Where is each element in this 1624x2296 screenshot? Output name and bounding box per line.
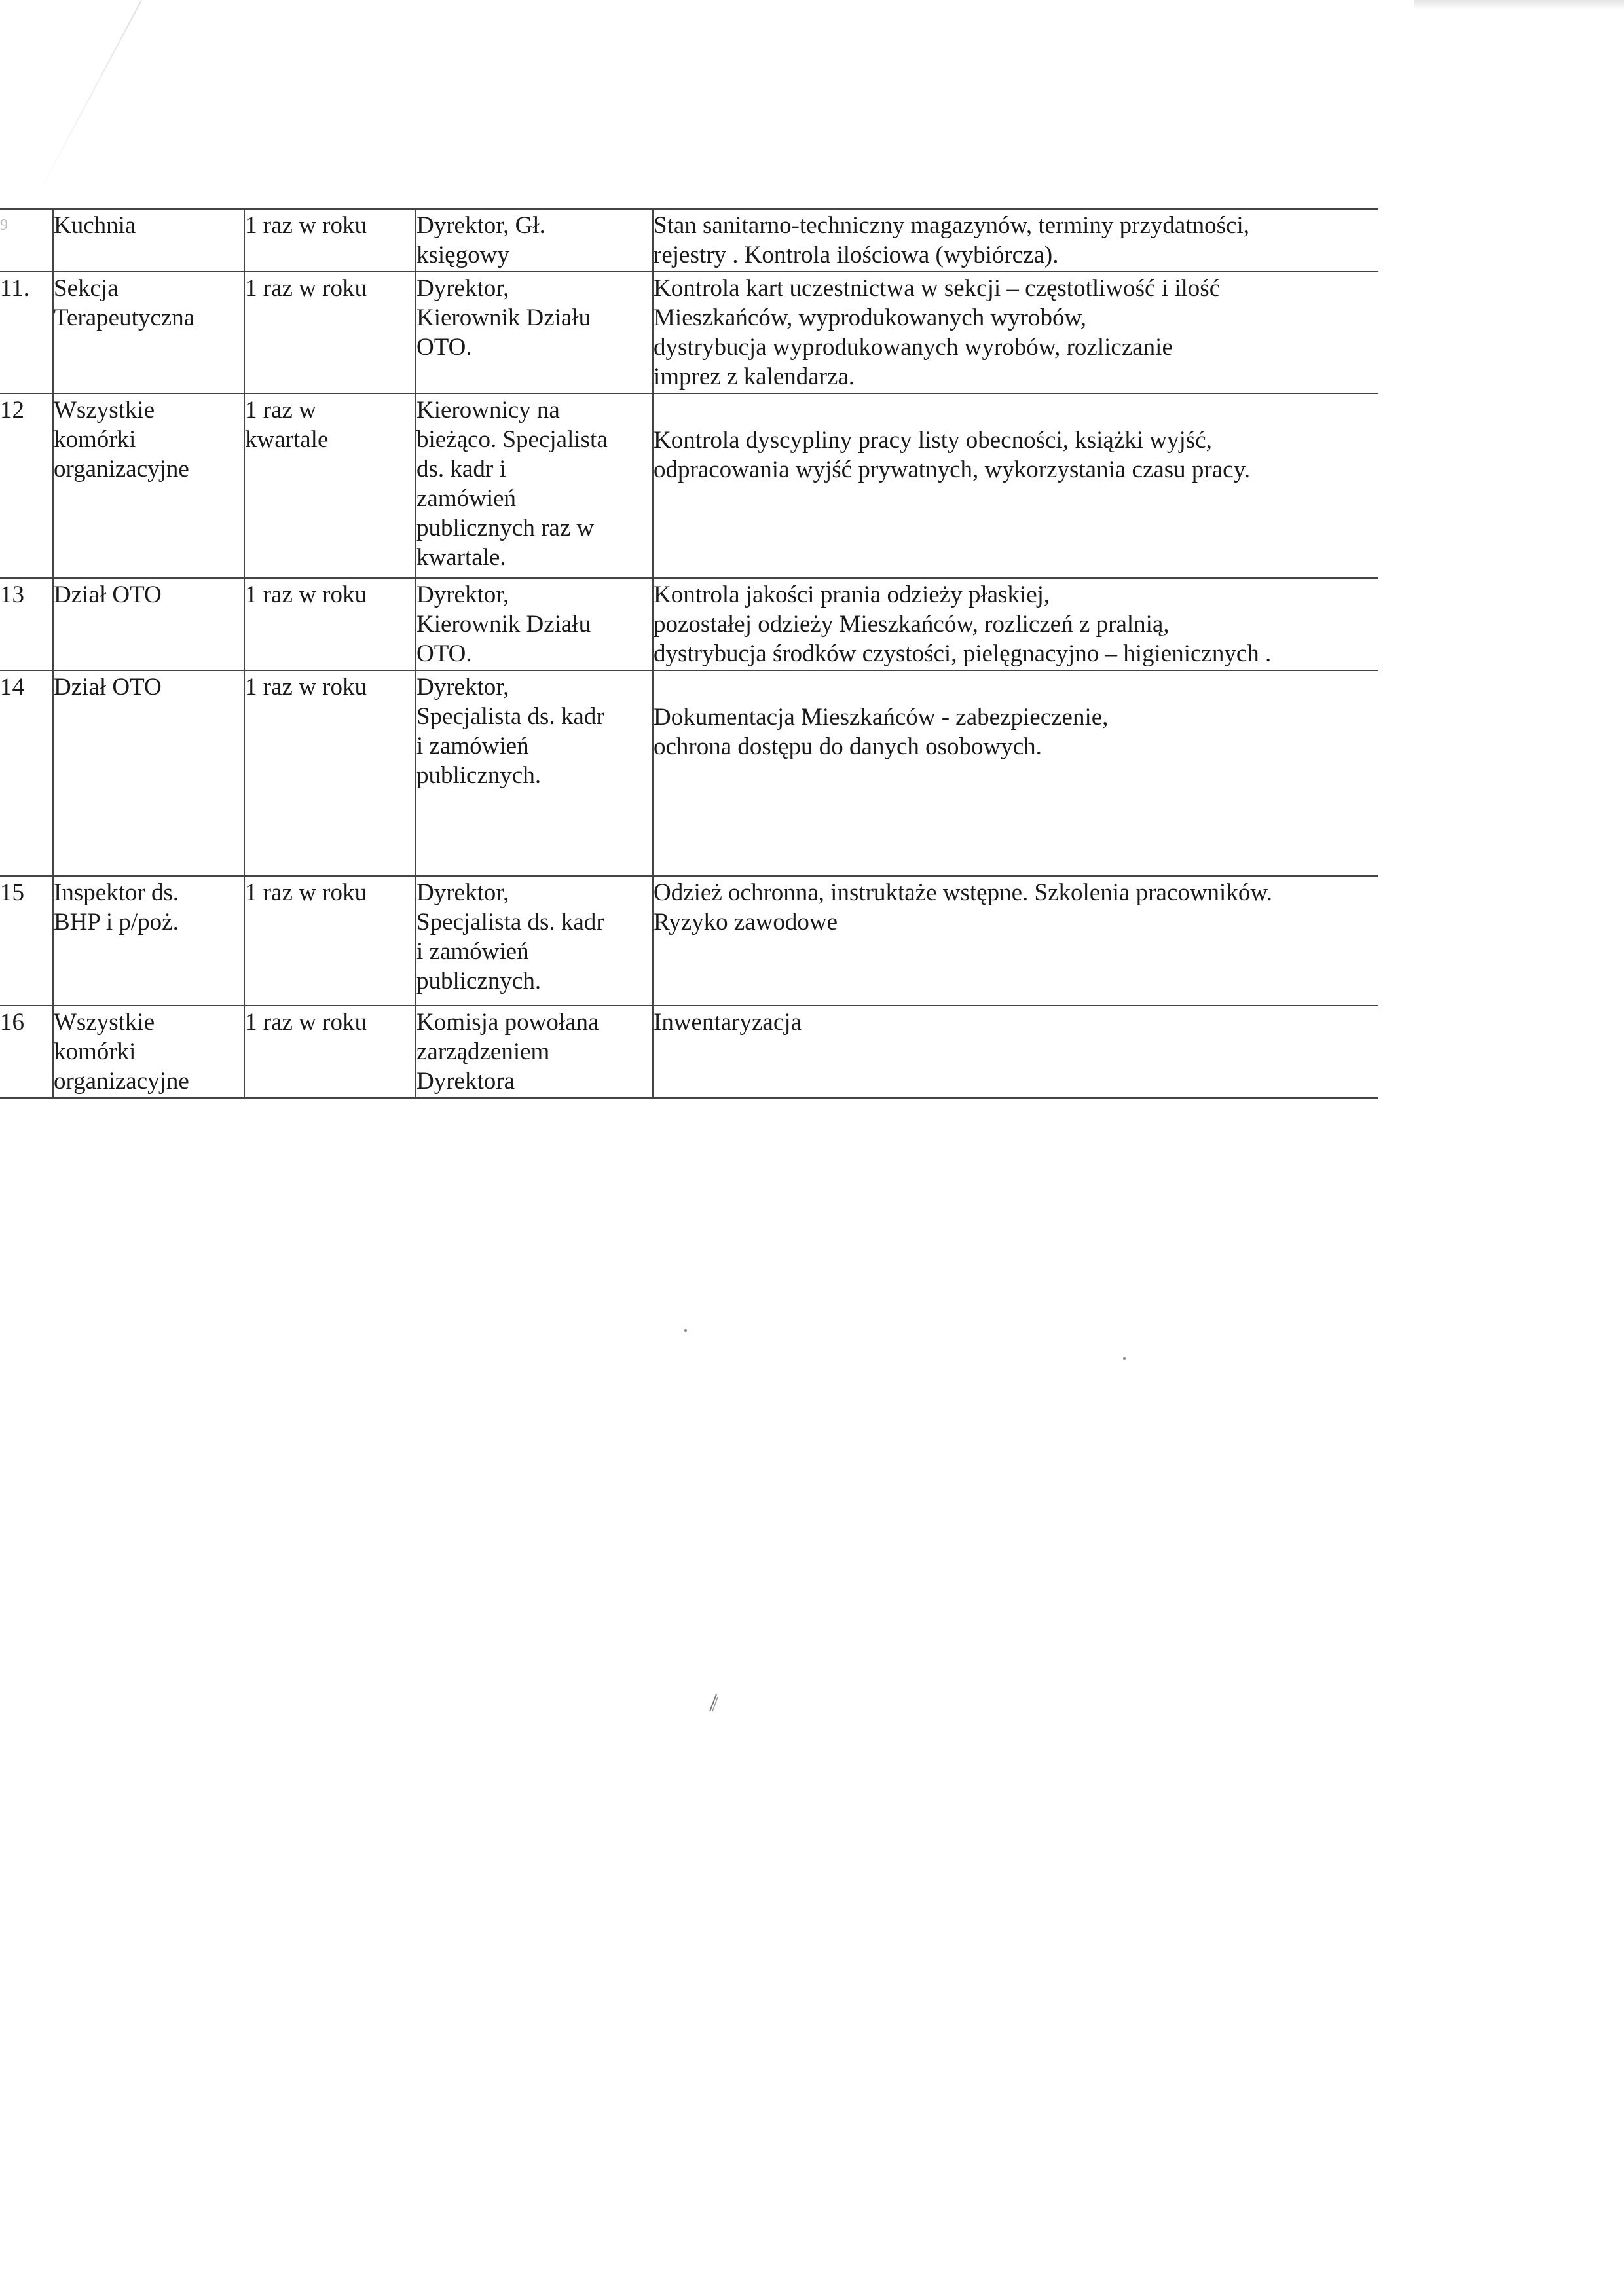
frequency-cell bbox=[244, 876, 416, 1006]
frequency-text: 1 raz w roku bbox=[245, 275, 367, 302]
unit-cell bbox=[53, 1006, 244, 1098]
unit-text: Dział OTO bbox=[54, 581, 162, 608]
control-schedule-table bbox=[0, 208, 1378, 1099]
scan-artifact-line bbox=[36, 0, 141, 197]
unit-text: Sekcja Terapeutyczna bbox=[54, 275, 195, 331]
row-number-cell bbox=[0, 578, 53, 670]
responsible-cell bbox=[416, 272, 653, 393]
responsible-text: Dyrektor, Kierownik Działu OTO. bbox=[416, 581, 591, 667]
scope-cell bbox=[653, 393, 1378, 578]
frequency-text: 1 raz w roku bbox=[245, 879, 367, 906]
row-number: 11. bbox=[0, 275, 29, 302]
scan-speck bbox=[684, 1329, 687, 1332]
table-row bbox=[0, 670, 1378, 876]
frequency-text: 1 raz w roku bbox=[245, 674, 367, 701]
unit-text: Dział OTO bbox=[54, 674, 162, 701]
responsible-text: Komisja powołana zarządzeniem Dyrektora bbox=[416, 1009, 599, 1095]
scope-text: Stan sanitarno-techniczny magazynów, terminy przydatności, rejestry . Kontrola ilościowa (wybiórcza). bbox=[654, 212, 1249, 268]
frequency-text: 1 raz w roku bbox=[245, 212, 367, 239]
unit-cell bbox=[53, 209, 244, 272]
table-row bbox=[0, 393, 1378, 578]
row-number: 13 bbox=[0, 581, 24, 608]
responsible-cell bbox=[416, 209, 653, 272]
scope-text: Kontrola jakości prania odzieży płaskiej, pozostałej odzieży Mieszkańców, rozliczeń z pralnią, dystrybucja środków czystości, pielęgnacyjno – higienicznych . bbox=[654, 581, 1272, 667]
table-row bbox=[0, 1006, 1378, 1098]
scope-text: Inwentaryzacja bbox=[654, 1009, 802, 1036]
responsible-text: Dyrektor, Specjalista ds. kadr i zamówień publicznych. bbox=[416, 879, 604, 994]
unit-cell bbox=[53, 272, 244, 393]
pen-mark-icon bbox=[701, 1689, 727, 1715]
unit-text: Wszystkie komórki organizacyjne bbox=[54, 397, 189, 483]
row-number-cell bbox=[0, 1006, 53, 1098]
row-number-cell bbox=[0, 393, 53, 578]
table-row bbox=[0, 209, 1378, 272]
table-row bbox=[0, 578, 1378, 670]
responsible-text: Dyrektor, Kierownik Działu OTO. bbox=[416, 275, 591, 361]
frequency-cell bbox=[244, 393, 416, 578]
scope-text: Kontrola dyscypliny pracy listy obecności, książki wyjść, odpracowania wyjść prywatnych, wykorzystania czasu pracy. bbox=[654, 427, 1250, 483]
row-number: 16 bbox=[0, 1009, 24, 1036]
scope-cell bbox=[653, 876, 1378, 1006]
scope-cell bbox=[653, 272, 1378, 393]
row-number: 9 bbox=[0, 217, 8, 234]
frequency-text: 1 raz w roku bbox=[245, 1009, 367, 1036]
responsible-cell bbox=[416, 578, 653, 670]
scope-cell bbox=[653, 209, 1378, 272]
responsible-text: Kierownicy na bieżąco. Specjalista ds. kadr i zamówień publicznych raz w kwartale. bbox=[416, 397, 608, 571]
scope-text: Odzież ochronna, instruktaże wstępne. Szkolenia pracowników. Ryzyko zawodowe bbox=[654, 879, 1272, 936]
scope-cell bbox=[653, 670, 1378, 876]
frequency-cell bbox=[244, 209, 416, 272]
row-number-cell bbox=[0, 272, 53, 393]
scan-speck bbox=[1123, 1357, 1126, 1360]
unit-text: Kuchnia bbox=[54, 212, 136, 239]
responsible-cell bbox=[416, 670, 653, 876]
responsible-cell bbox=[416, 393, 653, 578]
frequency-cell bbox=[244, 272, 416, 393]
table-row bbox=[0, 876, 1378, 1006]
responsible-text: Dyrektor, Gł. księgowy bbox=[416, 212, 545, 268]
unit-cell bbox=[53, 670, 244, 876]
responsible-text: Dyrektor, Specjalista ds. kadr i zamówień publicznych. bbox=[416, 674, 604, 789]
unit-cell bbox=[53, 578, 244, 670]
scan-edge-shadow bbox=[1414, 0, 1624, 9]
scope-text: Kontrola kart uczestnictwa w sekcji – częstotliwość i ilość Mieszkańców, wyprodukowanych wyrobów, dystrybucja wyprodukowanych wyrobów, rozliczanie imprez z kalendarza. bbox=[654, 275, 1221, 390]
unit-text: Wszystkie komórki organizacyjne bbox=[54, 1009, 189, 1095]
frequency-text: 1 raz w roku bbox=[245, 581, 367, 608]
frequency-cell bbox=[244, 1006, 416, 1098]
row-number: 12 bbox=[0, 397, 24, 424]
table-row bbox=[0, 272, 1378, 393]
unit-text: Inspektor ds. BHP i p/poż. bbox=[54, 879, 179, 936]
frequency-cell bbox=[244, 578, 416, 670]
unit-cell bbox=[53, 876, 244, 1006]
row-number: 15 bbox=[0, 879, 24, 906]
row-number: 14 bbox=[0, 674, 24, 701]
unit-cell bbox=[53, 393, 244, 578]
row-number-cell bbox=[0, 670, 53, 876]
scope-cell bbox=[653, 1006, 1378, 1098]
frequency-cell bbox=[244, 670, 416, 876]
scope-cell bbox=[653, 578, 1378, 670]
frequency-text: 1 raz w kwartale bbox=[245, 397, 329, 453]
row-number-cell bbox=[0, 876, 53, 1006]
responsible-cell bbox=[416, 876, 653, 1006]
row-number-cell bbox=[0, 209, 53, 272]
scope-text: Dokumentacja Mieszkańców - zabezpieczenie, ochrona dostępu do danych osobowych. bbox=[654, 704, 1109, 760]
responsible-cell bbox=[416, 1006, 653, 1098]
